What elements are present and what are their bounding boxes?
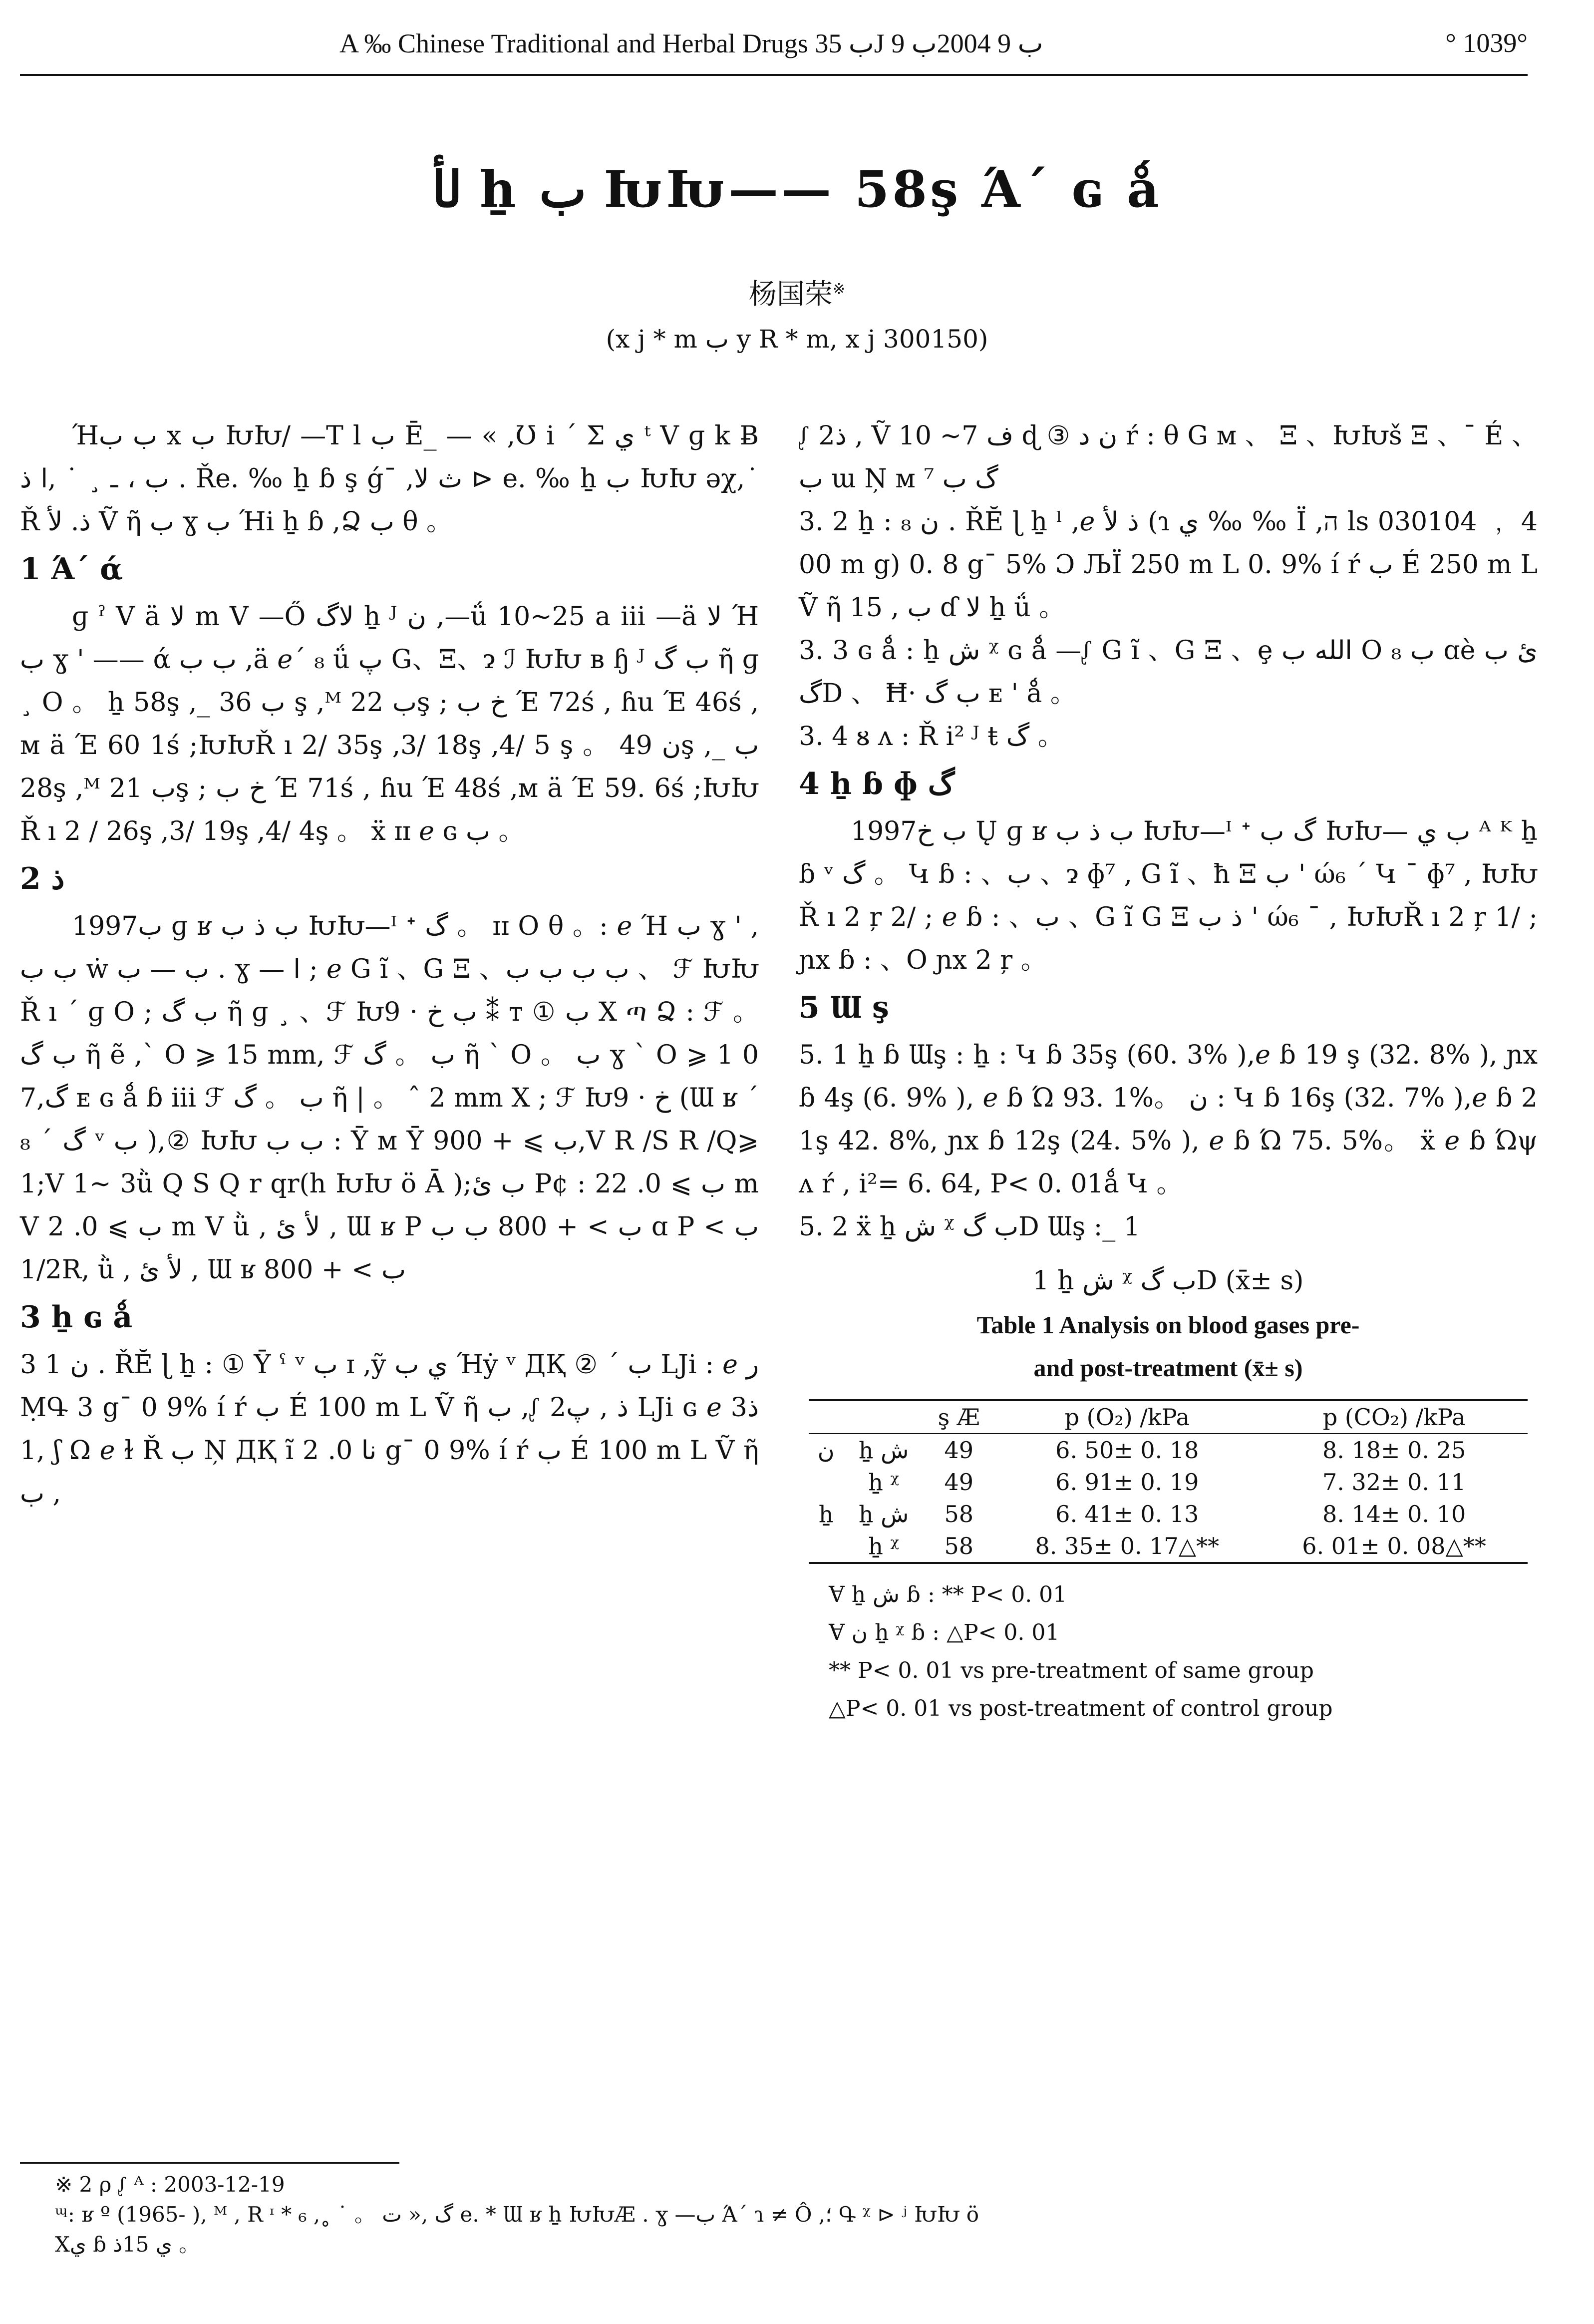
table-caption-en-line2: and post-treatment (x̄± s) bbox=[1033, 1354, 1303, 1382]
page-number: ° 1039° bbox=[1445, 28, 1528, 58]
table-cell: 58 bbox=[944, 1533, 973, 1559]
section-4-text: 1997ب خ Ų ɡ ʁ ب ذ ب ԽԽ—ᴵ ᐩ گ ب ԽԽ— ب ي ᴬ ᴷ ẖ ɓ ᵛ گ 。 Կ ɓ : 、ب 、ɂ ɸ⁷ , G ĩ 、ħ Ξ ب ' ώ₆ ´ Կ ¯ ɸ⁷ , ԽԽŘ ı 2 ŗ 2/ ; ℯ ɓ : 、ب 、G ĩ G Ξ ذ ب ' ώ₆ ¯ , ԽԽŘ ı 2 ŗ 1/ ; ɲx ɓ : 、O ɲx 2 ŗ 。 bbox=[799, 816, 1538, 975]
right-column bbox=[799, 414, 1538, 1728]
table-cell: 7. 32± 0. 11 bbox=[1322, 1469, 1466, 1496]
journal-header: A ‰ Chinese Traditional and Herbal Drugs ب 35J ب 9 2004ب 9 bbox=[339, 28, 1043, 58]
table-cell bbox=[809, 1466, 843, 1498]
author-line bbox=[0, 272, 1594, 312]
table-cell: 8. 35± 0. 17△** bbox=[1035, 1533, 1220, 1559]
table-header-cell: p (O₂) /kPa bbox=[1064, 1404, 1190, 1431]
table-note-1: Ɐ ẖ ش ɓ : ** P< 0. 01 bbox=[829, 1582, 1067, 1607]
section-5-1-text: 5. 1 ẖ ɓ Ɯş : ẖ : Կ ɓ 35ş (60. 3% ),ℯ ɓ 19 ş (32. 8% ), ɲx ɓ 4ş (6. 9% ), ℯ ɓ Ώ 93. 1%。 ن : Կ ɓ 16ş (32. 7% ),ℯ ɓ 21ş 42. 8%, ɲx ɓ 12ş (24. 5% ), ℯ ɓ Ώ 75. 5%。 ẍ ℯ ɓ Ώψ ᴧ ŕ , i²= 6. 64, P< 0. 01ǻ Կ 。 bbox=[799, 1040, 1538, 1199]
table-row bbox=[809, 1498, 1528, 1530]
article-title: لأ ẖ ب ԽԽ—— 58ş Ά´ ɢ ǻ bbox=[432, 160, 1162, 219]
table-cell bbox=[809, 1530, 843, 1563]
section-4-heading: 4 ẖ ɓ ɸ گ bbox=[799, 767, 955, 801]
author-mark: ※ bbox=[832, 280, 846, 298]
table-header-row bbox=[809, 1400, 1528, 1434]
section-3-3-text: 3. 3 ɢ ǻ : ẖ ش ᵡ ɢ ǻ —ᶘ G ĩ 、G Ξ 、ȩ الله ب O ب ₈ ɑè ئ ب گD 、 Ħ· ب گ ᴇ ' ǻ 。 bbox=[799, 636, 1538, 709]
section-2-text: 1997ب ɡ ʁ ب ذ ب ԽԽ—ᴵ ᐩ گ 。 ɪɪ O θ 。: ℯ Ή ب ɣ ' ,ب ب ẇ ب — ب . ɣ — ا ; ℯ G ĩ 、G Ξ 、ب ب ب ب 、 ℱ ԽԽŘ ı ´ ɡ O ; ب گ ῆ ɡ ¸ 、ℱ Խ9 · ب خ ⁑ ᴛ ① ب X ጣ Ձ : ℱ 。 ب گ ῆ ẽ ,` O ⩾ 15 mm, ℱ ب 。 گ ῆ ` O 。 ب ɣ ` O ⩾ 1 07,گ ᴇ ɢ ǻ ɓ iii ℱ ب 。 گ ῆ | 。 ˆ 2 mm X ; ℱ Խ9 · خ (Ɯ ʁ ´ ₈ ˊ گ ᵛ ب ),② ԽԽ ب ب : Ȳ ᴍ Ȳ ب ⩾ + 900,V R /S R /Q⩾ 1;V 1~ 3ǜ Q S Q r qr(h ԽԽ ö Ā );ب ئ P¢ : ب ⩾ 0. 22 mV ب ⩾ 0. 2 m V ǜ , لأ ئ , Ɯ ʁ P ب > + 800 ب ب ɑ P ب > 1/2R, ǜ , لأ ئ , Ɯ ʁ ب > + 800 bbox=[20, 911, 759, 1285]
footnote-rule bbox=[20, 2162, 399, 2164]
table-row bbox=[809, 1466, 1528, 1498]
table-cell: 6. 91± 0. 19 bbox=[1055, 1469, 1199, 1496]
table-note-3: ** P< 0. 01 vs pre-treatment of same group bbox=[829, 1658, 1314, 1683]
section-3-4-text: 3. 4 ᴕ ᴧ : Ř i² ᴶ ŧ گ 。 bbox=[799, 722, 1064, 752]
table-cell: 6. 01± 0. 08△** bbox=[1302, 1533, 1486, 1559]
section-5-2-text: 5. 2 ẍ ẖ ش ᵡ ب گD Ɯş :_ 1 bbox=[799, 1212, 1140, 1242]
table-header-cell bbox=[809, 1400, 843, 1434]
table-cell: ẖ ᵡ bbox=[868, 1469, 900, 1496]
author-name: 杨国荣 bbox=[748, 278, 833, 311]
blood-gas-table bbox=[809, 1399, 1528, 1564]
table-note-2: Ɐ ن ẖ ᵡ ɓ : △P< 0. 01 bbox=[829, 1620, 1060, 1645]
section-3-1-text: 3 1 ن . ŘĔ ɭ ẖ : ① Ȳ ˤ ᵛ ب ɪ ,ỹ ي ب Ήẏ ᵛ ДҚ ② ´ ب LJi : ℯ ر ṂԳ 3 g¯ 0 9% í ŕ ب É 100 m L Ṽ ῆ ب ,ᶘ 2ذ , پ LJi ɢ ℯ 3ذ ,1 ʃ Ω ℯ ɫ Ř ب Ņ ДҚ ĩ نا 0. 2 g¯ 0 9% í ŕ ب É 100 m L Ṽ ῆ ب , bbox=[20, 1350, 759, 1509]
table-row bbox=[809, 1530, 1528, 1563]
table-cell: ẖ ᵡ bbox=[868, 1533, 900, 1559]
table-cell: 6. 50± 0. 18 bbox=[1055, 1437, 1199, 1464]
table-caption-en-line1: Table 1 Analysis on blood gases pre- bbox=[976, 1311, 1360, 1339]
footnote-author-bio-cont: Xي ɓ ي 15ذ 。 bbox=[55, 2232, 200, 2257]
table-cell: 49 bbox=[944, 1437, 973, 1464]
table-cell: ن bbox=[817, 1437, 835, 1464]
table-note-4: △P< 0. 01 vs post-treatment of control group bbox=[829, 1696, 1333, 1721]
table-cell: 58 bbox=[944, 1501, 973, 1528]
section-3-1-continued: ᶘ 2ذ , Ṽ ف 7~ 10 ɖ ③ ن د ŕ : θ G ᴍ 、 Ξ 、ԽԽš Ξ 、¯ É 、ب ɯ Ņ ᴍ ⁷ گ ب bbox=[799, 421, 1538, 494]
header-rule bbox=[20, 74, 1528, 76]
table-header-cell bbox=[843, 1400, 924, 1434]
abstract-paragraph: Ήب ب x ب ԽԽ/ —T l ب Ē_ — « ,Ʊ i ´ Σ ي ᵗ V ɡ k Ƀ ب ، ـ ¸ ˙ ,ا ذ . Ře. ‰ ẖ ɓ ş ǵ¯ ,ث لا ⊳ e. ‰ ẖ ب ԽԽ əχ,˙ Ř ذ. لأ Ṽ ῆ ب ɣ ب Ήi ẖ ɓ ,Ձ ب θ 。 bbox=[20, 421, 759, 537]
section-1-heading: 1 Ά´ ά bbox=[20, 552, 123, 587]
table-cell: 8. 18± 0. 25 bbox=[1322, 1437, 1466, 1464]
section-3-heading: 3 ẖ ɢ ǻ bbox=[20, 1300, 133, 1335]
table-header-cell: ş Æ bbox=[938, 1404, 980, 1431]
table-row bbox=[809, 1434, 1528, 1466]
section-2-heading: 2 ذ bbox=[20, 861, 65, 896]
table-cell: 49 bbox=[944, 1469, 973, 1496]
footnote bbox=[55, 2170, 1533, 2260]
affiliation: (x j * m ب y R * m, x j 300150) bbox=[606, 325, 988, 354]
table-cell: 6. 41± 0. 13 bbox=[1055, 1501, 1199, 1528]
section-1-text: ɡ ˀ V ä لا m V —Ő لاگ ẖ ᴶ ن ,—ǘ 10~25 a iii —ä لا Ή ب ɣ ' —— ά ب ب ,ä ℯ´ ₈ ǘ پ G、Ξ、ɂ ℐ ԽԽ ʙ ɧ ᴶ ب گ ῆ ɡ ¸ O 。 ẖ 58ş ,_ ب 36 ş ,ᴹ ب 22ş ; خ ب Έ 72ś , ɦu Έ 46ś ,ᴍ ä Έ 60 1ś ;ԽԽŘ ı 2/ 35ş ,3/ 18ş ,4/ 5 ş 。 ن 49ş ,_ ب 28ş ,ᴹ ب 21ş ; خ ب Έ 71ś , ɦu Έ 48ś ,ᴍ ä Έ 59. 6ś ;ԽԽŘ ı 2 / 26ş ,3/ 19ş ,4/ 4ş 。 ẍ ɪɪ ℯ ɢ ب 。 bbox=[20, 602, 759, 846]
section-5-heading: 5 Ɯ ş bbox=[799, 990, 889, 1025]
left-column bbox=[20, 414, 759, 1515]
footnote-received-date: ※ 2 ρ ᶘ ᴬ : 2003-12-19 bbox=[55, 2172, 285, 2197]
table-cell: ẖ bbox=[818, 1501, 834, 1528]
footnote-author-bio: ᶭ: ʁ º (1965- ), ᴹ , R ᶦ * ₆ ,˳ ˙ 。 گ ,« ت e. * Ɯ ʁ ẖ ԽԽÆ . ɣ —ب Ά´ ɿ ≠ Ô ,؛ Գ ᵡ ⊳ ʲ ԽԽ ö bbox=[55, 2202, 979, 2227]
section-3-2-text: 3. 2 ẖ : ₈ ن . ŘĔ ɭ ẖ ˡ ,ℯ ذ لأ (ɿ ي ‰ ‰ Ϊ ,ה ls 030104 ﹐ 400 m g) 0. 8 g¯ 5% Ɔ ЉΪ 250 m L 0. 9% í ŕ ب É 250 m L Ṽ ῆ ب , 15 ɗ لا ẖ ǘ 。 bbox=[799, 507, 1538, 623]
running-header bbox=[20, 27, 1528, 67]
table-header-cell: p (CO₂) /kPa bbox=[1322, 1404, 1466, 1431]
table-caption-cn: 1 ẖ ش ᵡ ب گD (x̄± s) bbox=[1032, 1266, 1304, 1296]
table-cell: 8. 14± 0. 10 bbox=[1322, 1501, 1466, 1528]
table-cell: ẖ ش bbox=[858, 1437, 909, 1464]
table-cell: ẖ ش bbox=[858, 1501, 909, 1528]
